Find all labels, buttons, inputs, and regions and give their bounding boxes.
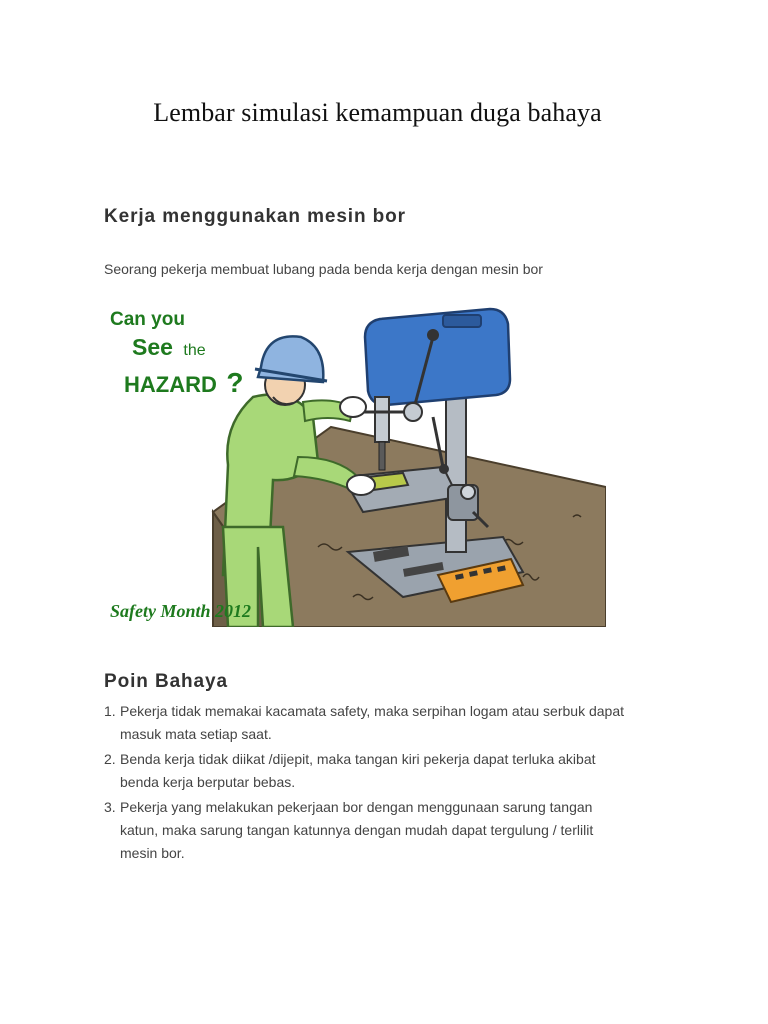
- caption-the: the: [183, 342, 206, 359]
- hazard-item-number: 3.: [104, 799, 116, 815]
- caption-question-mark: ?: [226, 367, 244, 398]
- section-heading-task: Kerja menggunakan mesin bor: [104, 206, 406, 227]
- drill-spindle: [375, 397, 389, 442]
- hazard-item-line: benda kerja berputar bebas.: [120, 774, 296, 790]
- drill-column: [446, 392, 466, 552]
- hazard-item-1: [104, 700, 684, 746]
- caption-safety-month: Safety Month 2012: [110, 601, 252, 621]
- drill-head: [365, 309, 510, 405]
- hazard-list: [104, 700, 684, 867]
- hazard-item-number: 1.: [104, 703, 116, 719]
- document-title: Lembar simulasi kemampuan duga bahaya: [153, 98, 602, 127]
- drill-hazard-illustration: [103, 297, 606, 627]
- worker-glove-right: [340, 397, 366, 417]
- svg-text:See the: [132, 334, 206, 360]
- hazard-item-2: [104, 748, 684, 794]
- hazard-item-line: katun, maka sarung tangan katunnya dengan mudah dapat tergulung / terlilit: [120, 822, 594, 838]
- hazard-item-line: masuk mata setiap saat.: [120, 726, 272, 742]
- caption-see: See: [132, 334, 173, 360]
- hazard-item-line: Pekerja yang melakukan pekerjaan bor dengan menggunaan sarung tangan: [120, 799, 593, 815]
- section-heading-hazard: Poin Bahaya: [104, 671, 228, 692]
- hazard-item-number: 2.: [104, 751, 116, 767]
- caption-hazard: HAZARD: [124, 372, 217, 397]
- svg-text:HAZARD ?: [124, 367, 243, 398]
- intro-text: Seorang pekerja membuat lubang pada benda kerja dengan mesin bor: [104, 261, 543, 277]
- hazard-item-3: [104, 796, 684, 865]
- hazard-item-line: Benda kerja tidak diikat /dijepit, maka tangan kiri pekerja dapat terluka akibat: [120, 751, 596, 767]
- worker-glove-left: [347, 475, 375, 495]
- hazard-item-line: Pekerja tidak memakai kacamata safety, maka serpihan logam atau serbuk dapat: [120, 703, 624, 719]
- caption-can-you: Can you: [110, 309, 185, 330]
- hazard-item-line: mesin bor.: [120, 845, 185, 861]
